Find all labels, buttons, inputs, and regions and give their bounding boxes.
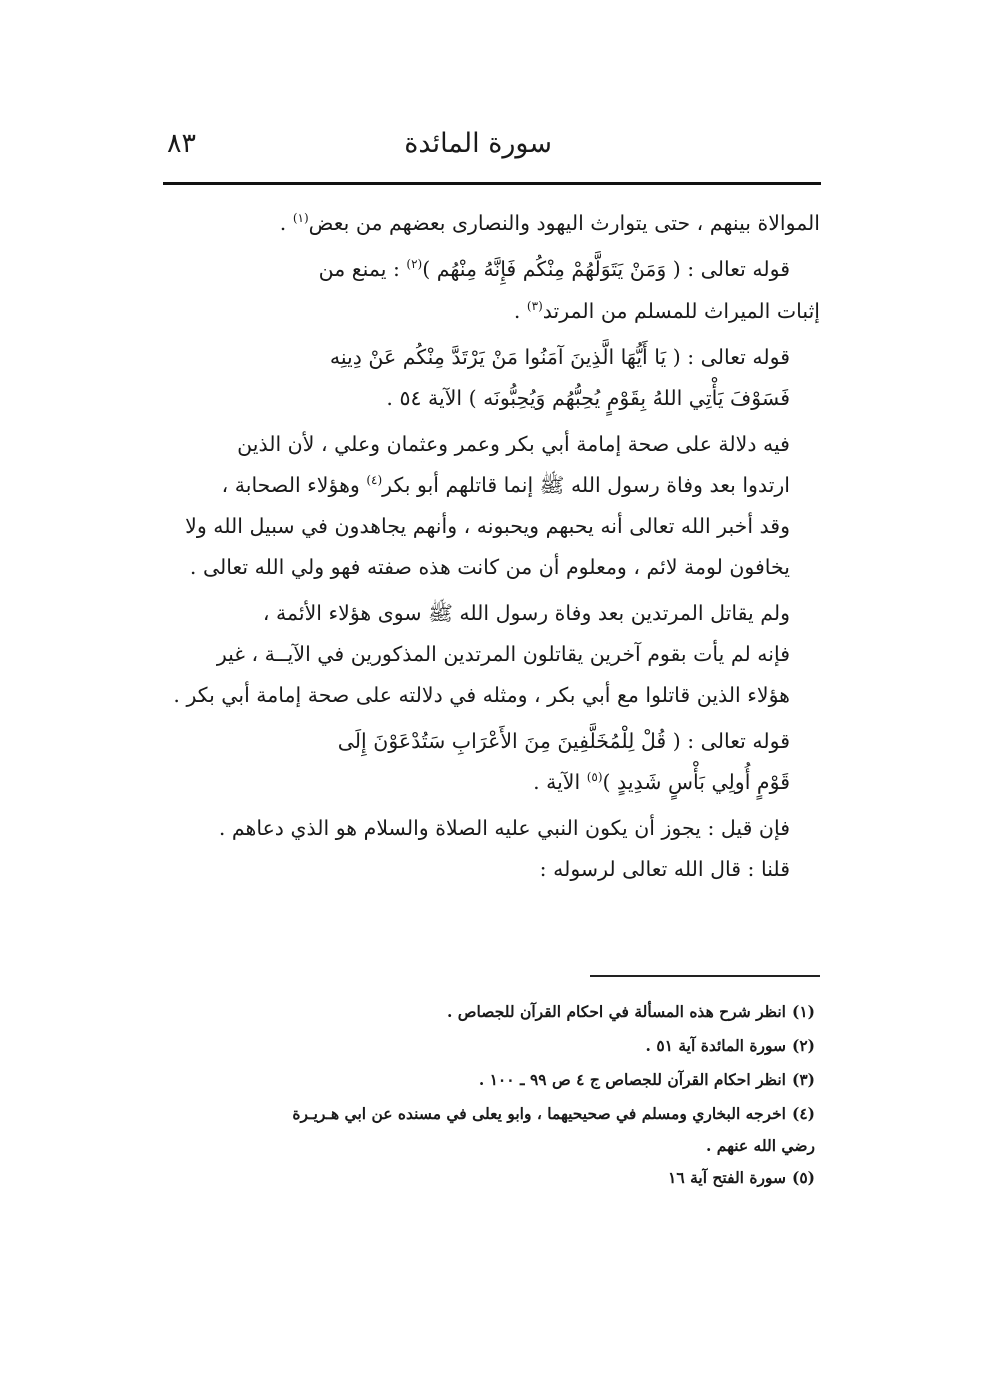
- paragraph-8: [160, 808, 820, 890]
- text-line: قوله تعالى : ( يَا أَيُّهَا الَّذِينَ آمَنُوا مَنْ يَرْتَدَّ مِنْكُم عَنْ دِينِه: [329, 345, 790, 369]
- text-line: فإنه لم يأت بقوم آخرين يقاتلون المرتدين المذكورين في الآيــة ، غير: [216, 642, 790, 666]
- text-line: فَسَوْفَ يَأْتِي اللهُ بِقَوْمٍ يُحِبُّهُم وَيُحِبُّونَه ) الآية ٥٤ .: [386, 386, 790, 410]
- footnote-marker: (٤): [366, 473, 383, 488]
- footnote-marker: (٣): [526, 299, 543, 314]
- header-rule: [163, 182, 821, 185]
- text-line: وقد أخبر الله تعالى أنه يحبهم ويحبونه ، وأنهم يجاهدون في سبيل الله ولا: [185, 514, 790, 538]
- text-line: ولم يقاتل المرتدين بعد وفاة رسول الله ﷺ سوى هؤلاء الأئمة ،: [262, 601, 790, 625]
- text-line: إثبات الميراث للمسلم من المرتد$^{(٣)}$ .: [513, 299, 820, 323]
- footnote-1: (١)انظر شرح هذه المسألة في احكام القرآن للجصاص .: [447, 1002, 815, 1021]
- paragraph-6: [160, 593, 820, 716]
- footnotes: [150, 995, 815, 1195]
- paragraph-5: [160, 424, 820, 588]
- text-line: قَوْمٍ أُولِي بَأْسٍ شَدِيدٍ )$^{(٥)}$ الآية .: [533, 770, 790, 794]
- paragraph-4: [160, 337, 820, 419]
- footnote-4-continuation: رضي الله عنهم .: [705, 1136, 815, 1155]
- running-title: سورة المائدة: [404, 128, 552, 159]
- body-text: [160, 203, 820, 895]
- footnote-2: (٢)سورة المائدة آية ٥١ .: [645, 1036, 815, 1055]
- footnote-marker: (٢): [406, 257, 423, 272]
- paragraph-7: [160, 721, 820, 803]
- text-line: قوله تعالى : ( وَمَنْ يَتَوَلَّهُمْ مِنْكُم فَإِنَّهُ مِنْهُم )$^{(٢)}$ : يمنع من: [318, 257, 790, 281]
- paragraph-2: [160, 249, 820, 290]
- paragraph-3: [160, 291, 820, 332]
- text-line: قلنا : قال الله تعالى لرسوله :: [539, 857, 790, 881]
- footnote-marker: (١): [292, 211, 309, 226]
- text-line: ارتدوا بعد وفاة رسول الله ﷺ إنما قاتلهم أبو بكر$^{(٤)}$ وهؤلاء الصحابة ،: [221, 473, 790, 497]
- footnote-divider: [590, 975, 820, 977]
- text-line: فيه دلالة على صحة إمامة أبي بكر وعمر وعثمان وعلي ، لأن الذين: [237, 432, 790, 456]
- text-line: قوله تعالى : ( قُلْ لِلْمُخَلَّفِينَ مِنَ الأَعْرَابِ سَتُدْعَوْنَ إِلَى: [337, 729, 790, 753]
- footnote-3: (٣)انظر احكام القرآن للجصاص ج ٤ ص ٩٩ ـ ١٠٠ .: [478, 1070, 815, 1089]
- page-number: ٨٣: [167, 128, 197, 159]
- paragraph-1: [160, 203, 820, 244]
- text-line: فإن قيل : يجوز أن يكون النبي عليه الصلاة والسلام هو الذي دعاهم .: [218, 816, 790, 840]
- text-line: الموالاة بينهم ، حتى يتوارث اليهود والنصارى بعضهم من بعض$^{(١)}$ .: [279, 211, 820, 235]
- footnote-4: (٤)اخرجه البخاري ومسلم في صحيحيهما ، وابو يعلى في مسنده عن ابي هـريـرة: [292, 1104, 815, 1123]
- footnote-5: (٥)سورة الفتح آية ١٦: [668, 1168, 815, 1187]
- page-header: [165, 128, 820, 178]
- text-line: هؤلاء الذين قاتلوا مع أبي بكر ، ومثله في دلالته على صحة إمامة أبي بكر .: [173, 683, 790, 707]
- footnote-marker: (٥): [586, 770, 603, 785]
- text-line: يخافون لومة لائم ، ومعلوم أن من كانت هذه صفته فهو ولي الله تعالى .: [189, 555, 790, 579]
